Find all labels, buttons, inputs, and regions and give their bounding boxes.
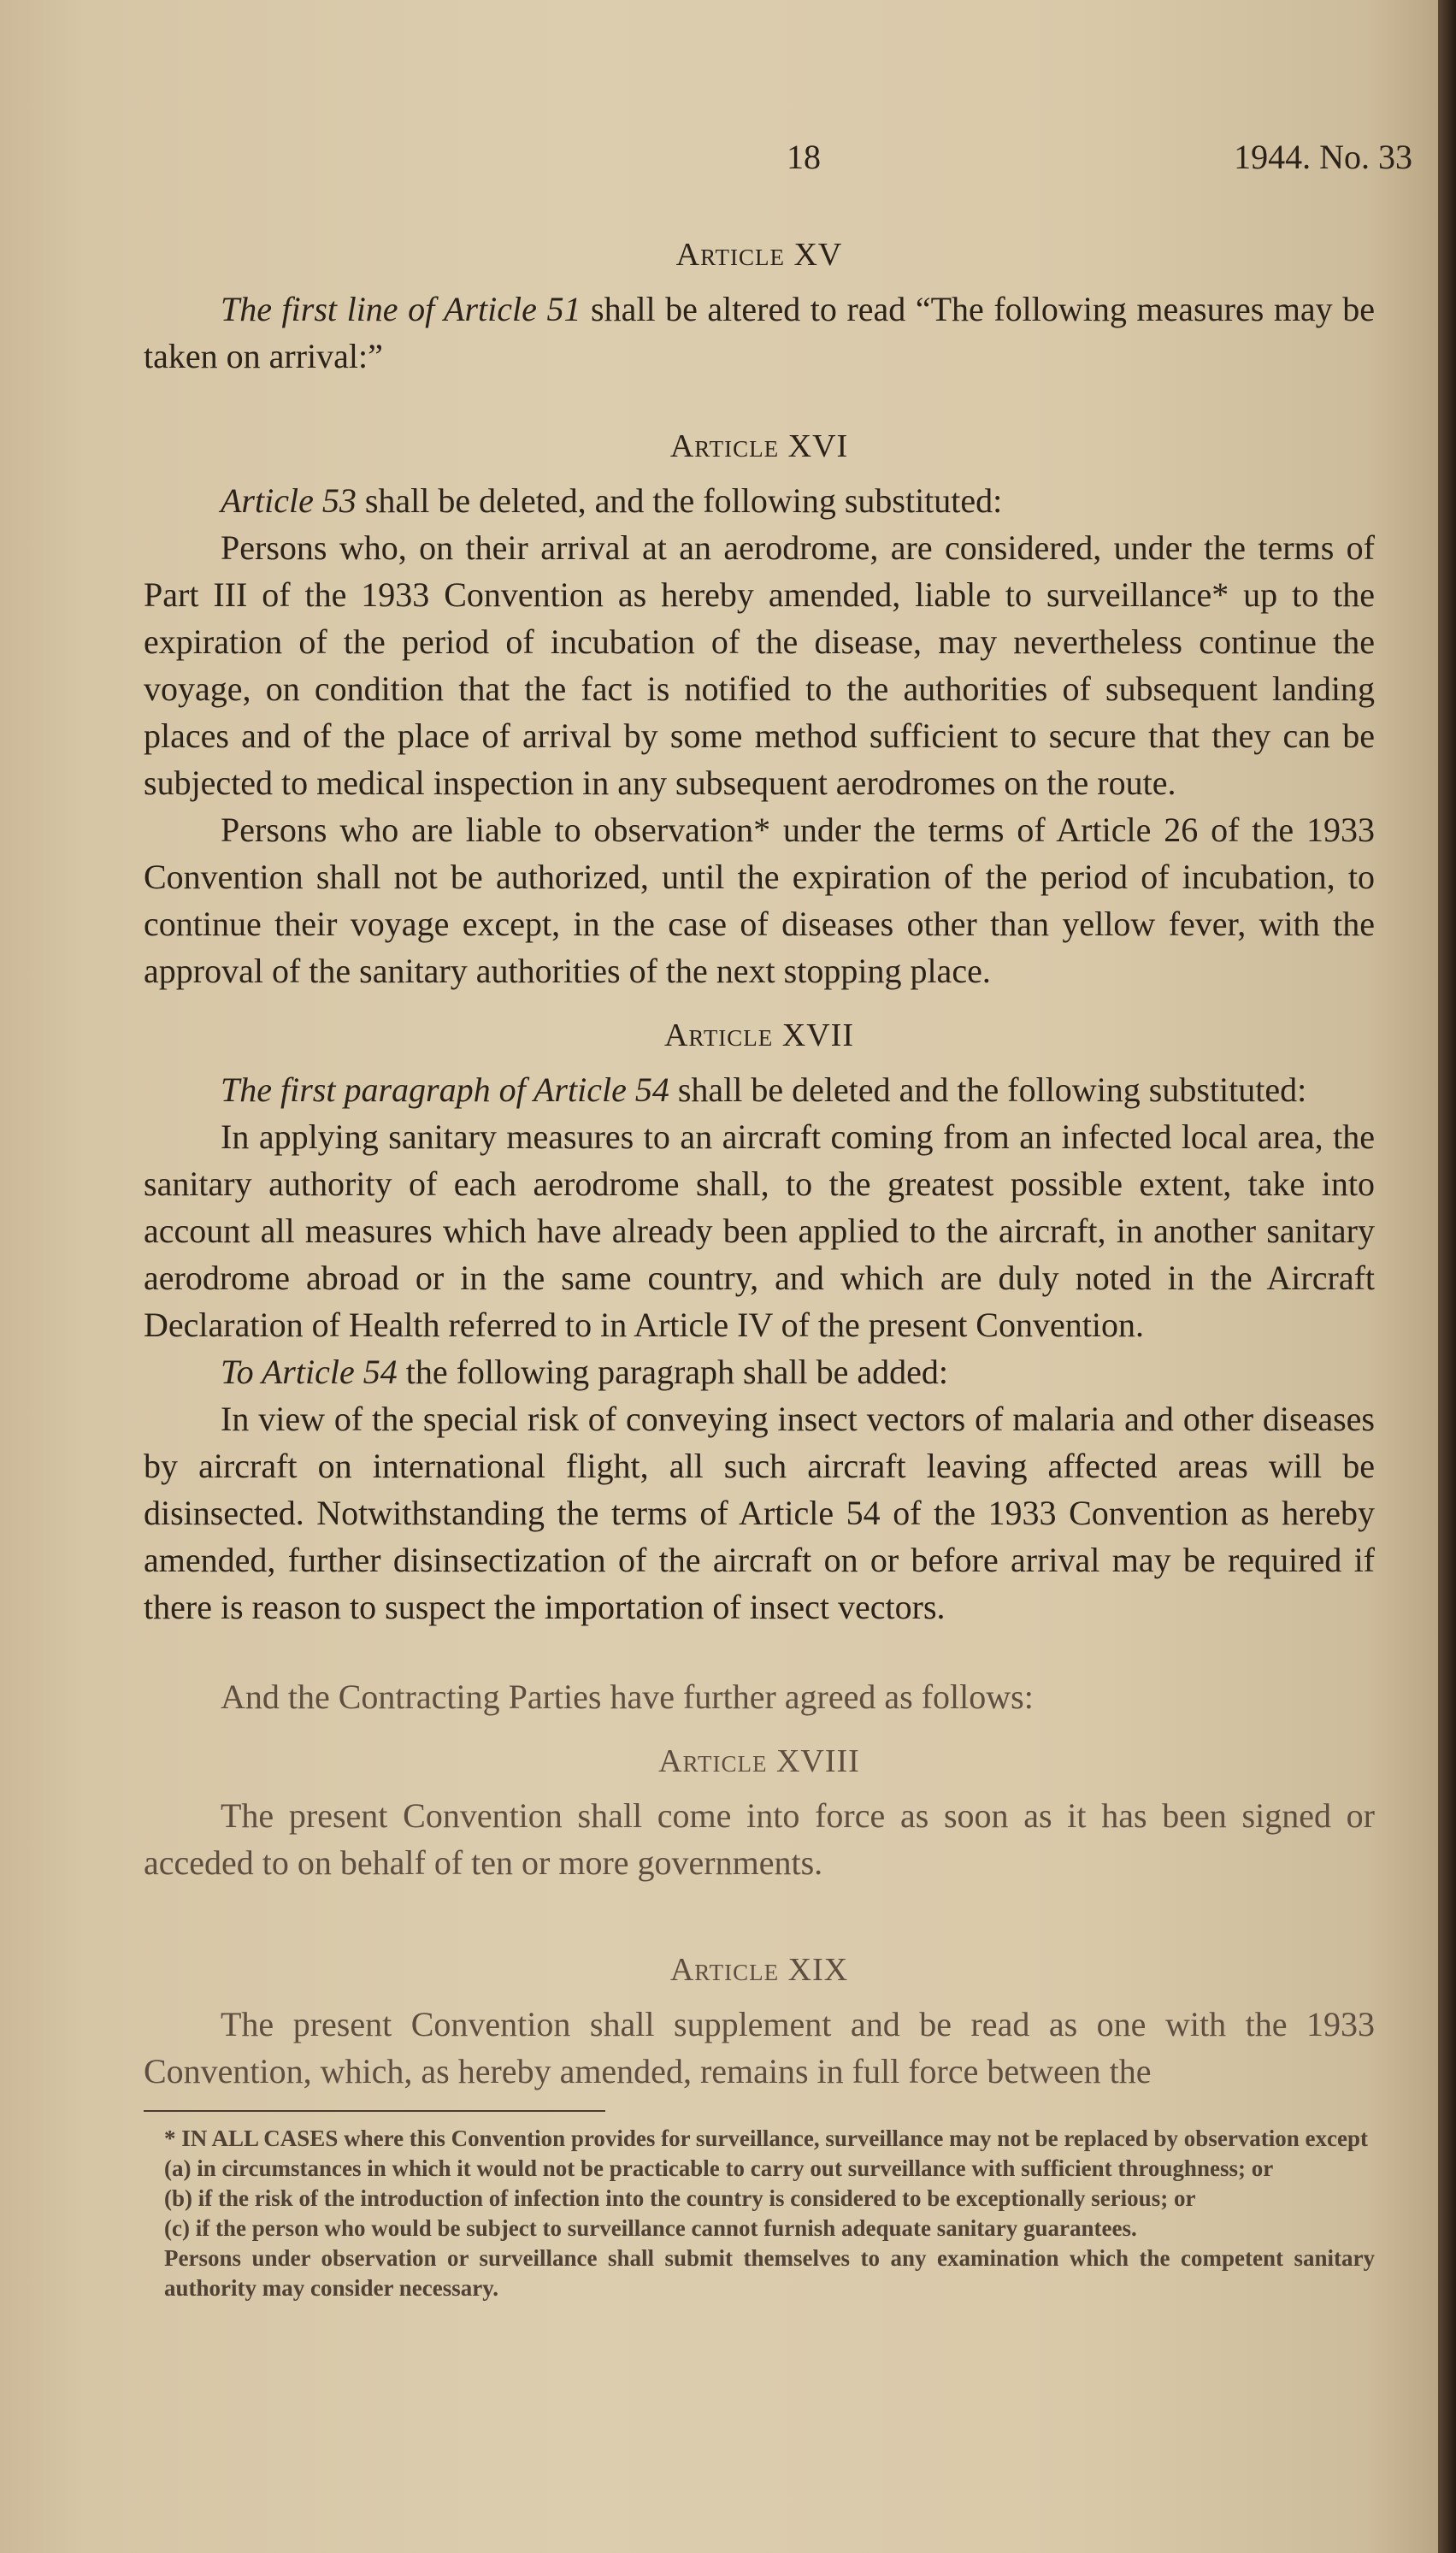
year-and-number: 1944. No. 33 — [1234, 138, 1412, 176]
page-header — [0, 137, 1438, 188]
article-xv-text — [144, 286, 1375, 380]
footnote-item-c: (c) if the person who would be subject to surveillance cannot furnish adequate sanitary guarantees. — [164, 2215, 1137, 2241]
agreed-statement: And the Contracting Parties have further agreed as follows: — [221, 1677, 1034, 1716]
article-xvi-paragraph-3: Persons who are liable to observation* under the terms of Article 26 of the 1933 Convention shall not be authorized, until the expiration of the period of incubation, to continue their voyage except, in the case of diseases other than yellow fever, with the approval of the sanitary authorities of the next stopping place. — [144, 811, 1375, 990]
article-xvi-intro-rest: shall be deleted, and the following substituted: — [356, 481, 1003, 520]
article-xviii-heading: Article XVIII — [658, 1743, 860, 1779]
footnote-item-a: (a) in circumstances in which it would not be practicable to carry out surveillance with sufficient throughness; or — [164, 2155, 1274, 2181]
article-xv-emphasis: The first line of Article 51 — [221, 290, 581, 328]
article-xv-heading: Article XV — [675, 237, 843, 273]
footnote-last-line: Persons under observation or surveillance shall submit themselves to any examination which the competent sanitary authority may consider necessary. — [164, 2245, 1375, 2301]
article-xvii-paragraph-3-rest: the following paragraph shall be added: — [397, 1353, 948, 1391]
article-xvii-emphasis: The first paragraph of Article 54 — [221, 1070, 669, 1109]
article-xvi-heading: Article XVI — [669, 428, 849, 464]
footnote-divider — [144, 2110, 605, 2112]
article-xvii-paragraph-4: In view of the special risk of conveying insect vectors of malaria and other diseases by aircraft on international flight, all such aircraft leaving affected areas will be disinsected. Notwithstanding the terms of Article 54 of the 1933 Convention as hereby amended, further disinsectization of the aircraft on or before arrival may be required if there is reason to suspect the importation of insect vectors. — [144, 1400, 1375, 1626]
book-spine-edge — [1438, 0, 1456, 2553]
footnote-line-1: * IN ALL CASES where this Convention provides for surveillance, surveillance may not be replaced by observation except — [164, 2126, 1369, 2151]
article-xvii-heading: Article XVII — [663, 1017, 854, 1053]
footnote-item-b: (b) if the risk of the introduction of infection into the country is considered to be exceptionally serious; or — [164, 2185, 1196, 2211]
article-xix-text: The present Convention shall supplement and be read as one with the 1933 Convention, which, as hereby amended, remains in full force between the — [144, 2005, 1375, 2090]
article-xvi-paragraph-2: Persons who, on their arrival at an aerodrome, are considered, under the terms of Part III of the 1933 Convention as hereby amended, liable to surveillance* up to the expiration of the period of incubation of the disease, may nevertheless continue the voyage, on condition that the fact is notified to the authorities of subsequent landing places and of the place of arrival by some method sufficient to secure that they can be subjected to medical inspection in any subsequent aerodromes on the route. — [144, 528, 1375, 802]
article-xvii-paragraph-3-emphasis: To Article 54 — [221, 1353, 398, 1391]
article-xvi-emphasis: Article 53 — [221, 481, 357, 520]
article-xv-rest: shall be altered to read “The following measures may be taken on arrival:” — [144, 290, 1375, 375]
page-body — [144, 214, 1375, 2303]
article-xviii-text: The present Convention shall come into force as soon as it has been signed or acceded to on behalf of ten or more governments. — [144, 1796, 1375, 1882]
article-xix-heading: Article XIX — [669, 1952, 849, 1988]
article-xvii-intro-rest: shall be deleted and the following substituted: — [669, 1070, 1307, 1109]
page-number: 18 — [787, 138, 821, 176]
footnote — [144, 2124, 1375, 2303]
article-xvii-paragraph-3 — [144, 1348, 1375, 1395]
article-xvii-paragraph-2: In applying sanitary measures to an aircraft coming from an infected local area, the sanitary authority of each aerodrome shall, to the greatest possible extent, take into account all measures which have already been applied to the aircraft, in another sanitary aerodrome abroad or in the same country, and which are duly noted in the Aircraft Declaration of Health referred to in Article IV of the present Convention. — [144, 1117, 1375, 1344]
article-xvii-intro — [144, 1066, 1375, 1113]
article-xvi-intro — [144, 477, 1375, 524]
